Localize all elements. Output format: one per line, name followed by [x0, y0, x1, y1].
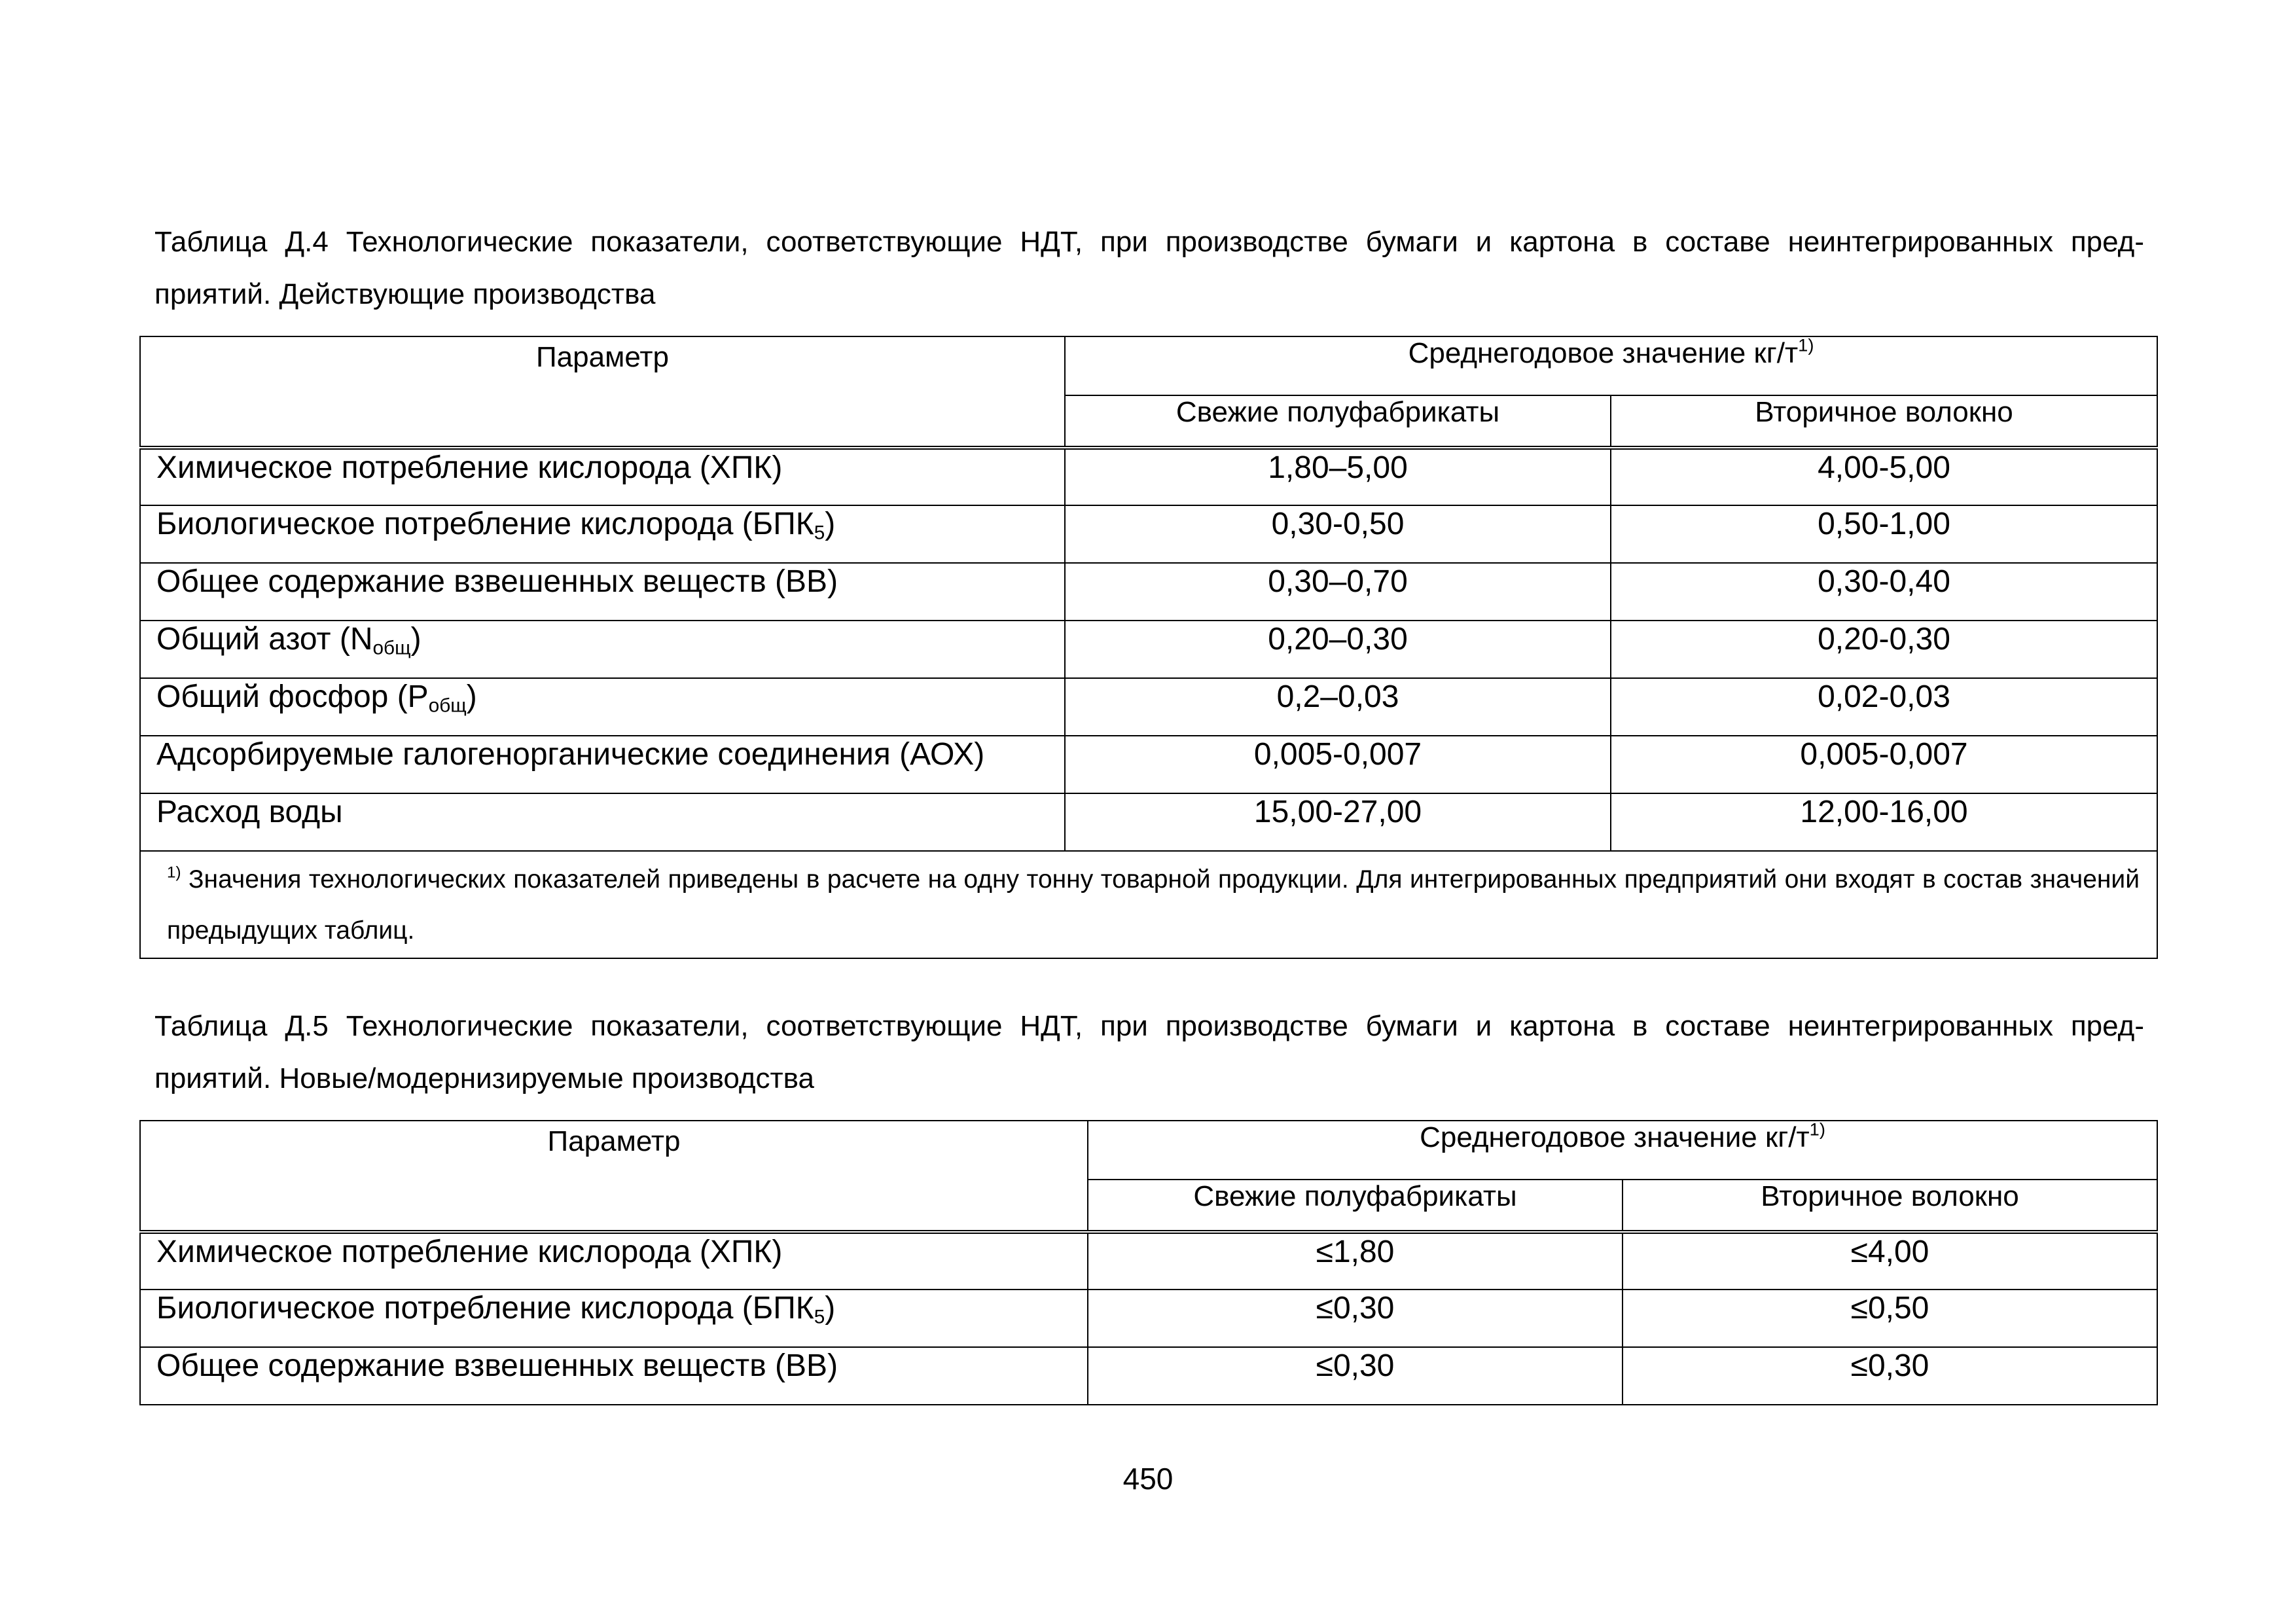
- fresh-value-cell: ≤1,80: [1088, 1232, 1623, 1290]
- parameter-cell: [140, 621, 1065, 678]
- row-name-subscript: общ: [428, 695, 467, 717]
- table4-header-param: Параметр: [140, 336, 1065, 448]
- table5-header-fresh: Свежие полуфабрикаты: [1088, 1180, 1623, 1232]
- table5-header-group-text: Среднегодовое значение кг/т: [1420, 1121, 1810, 1153]
- table-row: [140, 793, 2157, 851]
- table-row: [140, 563, 2157, 621]
- table-row: [140, 1347, 2157, 1405]
- row-name: Общее содержание взвешенных веществ (ВВ): [156, 1348, 838, 1383]
- fresh-value-cell: 0,005-0,007: [1065, 736, 1611, 793]
- table4-caption: [154, 216, 2144, 321]
- table4-caption-line1: Таблица Д.4 Технологические показатели, соответствующие НДТ, при производстве бумаги и картона в составе неинтегрированных пред-: [154, 226, 2144, 258]
- fresh-value-cell: 0,30–0,70: [1065, 563, 1611, 621]
- fresh-value-cell: ≤0,30: [1088, 1347, 1623, 1405]
- parameter-cell: [140, 678, 1065, 736]
- table4-header-recycled: Вторичное волокно: [1611, 395, 2157, 448]
- fresh-value-cell: 1,80–5,00: [1065, 448, 1611, 505]
- row-name-subscript: общ: [372, 637, 411, 659]
- row-name: Химическое потребление кислорода (ХПК): [156, 1235, 783, 1269]
- row-name-end: ): [410, 622, 422, 657]
- parameter-cell: [140, 736, 1065, 793]
- recycled-value-cell: 0,30-0,40: [1611, 563, 2157, 621]
- table5: [139, 1120, 2158, 1405]
- table4-header-fresh: Свежие полуфабрикаты: [1065, 395, 1611, 448]
- row-name: Адсорбируемые галогенорганические соединения (АОХ): [156, 737, 985, 772]
- row-name-end: ): [466, 679, 477, 714]
- table5-body: [140, 1232, 2157, 1405]
- parameter-cell: [140, 563, 1065, 621]
- recycled-value-cell: 0,005-0,007: [1611, 736, 2157, 793]
- row-name-end: ): [825, 507, 836, 541]
- table5-header-group-footnote-ref: 1): [1809, 1119, 1825, 1140]
- table-row: [140, 448, 2157, 505]
- recycled-value-cell: ≤0,30: [1623, 1347, 2157, 1405]
- fresh-value-cell: 15,00-27,00: [1065, 793, 1611, 851]
- table5-caption: [154, 1000, 2144, 1105]
- table-row: [140, 505, 2157, 563]
- table4-header-group-footnote-ref: 1): [1798, 334, 1814, 355]
- table4-footnote-mark: 1): [167, 863, 181, 882]
- parameter-cell: [140, 1347, 1088, 1405]
- row-name: Расход воды: [156, 795, 343, 829]
- table5-header-param: Параметр: [140, 1121, 1088, 1232]
- table4-header-group-text: Среднегодовое значение кг/т: [1408, 337, 1799, 369]
- row-name: Химическое потребление кислорода (ХПК): [156, 450, 783, 485]
- recycled-value-cell: ≤0,50: [1623, 1290, 2157, 1347]
- recycled-value-cell: 12,00-16,00: [1611, 793, 2157, 851]
- table5-header-recycled: Вторичное волокно: [1623, 1180, 2157, 1232]
- row-name: Общий фосфор (P: [156, 679, 429, 714]
- row-name: Биологическое потребление кислорода (БПК: [156, 1291, 814, 1326]
- recycled-value-cell: 4,00-5,00: [1611, 448, 2157, 505]
- table-row: [140, 678, 2157, 736]
- page-number: 450: [1122, 1462, 1174, 1496]
- parameter-cell: [140, 505, 1065, 563]
- table4-header-group: [1065, 336, 2157, 395]
- table4-footnote: [140, 851, 2157, 958]
- table5-header-group: [1088, 1121, 2157, 1180]
- table4-body: [140, 448, 2157, 851]
- table-row: [140, 621, 2157, 678]
- row-name: Общее содержание взвешенных веществ (ВВ): [156, 564, 838, 599]
- parameter-cell: [140, 448, 1065, 505]
- table5-caption-line1: Таблица Д.5 Технологические показатели, соответствующие НДТ, при производстве бумаги и картона в составе неинтегрированных пред-: [154, 1010, 2144, 1042]
- table4: [139, 336, 2158, 959]
- row-name-subscript: 5: [814, 522, 825, 544]
- recycled-value-cell: ≤4,00: [1623, 1232, 2157, 1290]
- row-name-end: ): [825, 1291, 836, 1326]
- table-row: [140, 1290, 2157, 1347]
- row-name: Общий азот (N: [156, 622, 373, 657]
- table5-caption-line2: приятий. Новые/модернизируемые производства: [154, 1062, 815, 1094]
- fresh-value-cell: 0,20–0,30: [1065, 621, 1611, 678]
- row-name-subscript: 5: [814, 1306, 825, 1328]
- table4-caption-line2: приятий. Действующие производства: [154, 278, 656, 310]
- fresh-value-cell: ≤0,30: [1088, 1290, 1623, 1347]
- table-row: [140, 1232, 2157, 1290]
- recycled-value-cell: 0,02-0,03: [1611, 678, 2157, 736]
- recycled-value-cell: 0,50-1,00: [1611, 505, 2157, 563]
- fresh-value-cell: 0,30-0,50: [1065, 505, 1611, 563]
- table4-footnote-text: Значения технологических показателей приведены в расчете на одну тонну товарной продукции. Для интегрированных предприятий они входят в состав значений предыдущих таблиц.: [167, 865, 2140, 945]
- recycled-value-cell: 0,20-0,30: [1611, 621, 2157, 678]
- parameter-cell: [140, 1290, 1088, 1347]
- table-row: [140, 736, 2157, 793]
- parameter-cell: [140, 1232, 1088, 1290]
- parameter-cell: [140, 793, 1065, 851]
- fresh-value-cell: 0,2–0,03: [1065, 678, 1611, 736]
- row-name: Биологическое потребление кислорода (БПК: [156, 507, 814, 541]
